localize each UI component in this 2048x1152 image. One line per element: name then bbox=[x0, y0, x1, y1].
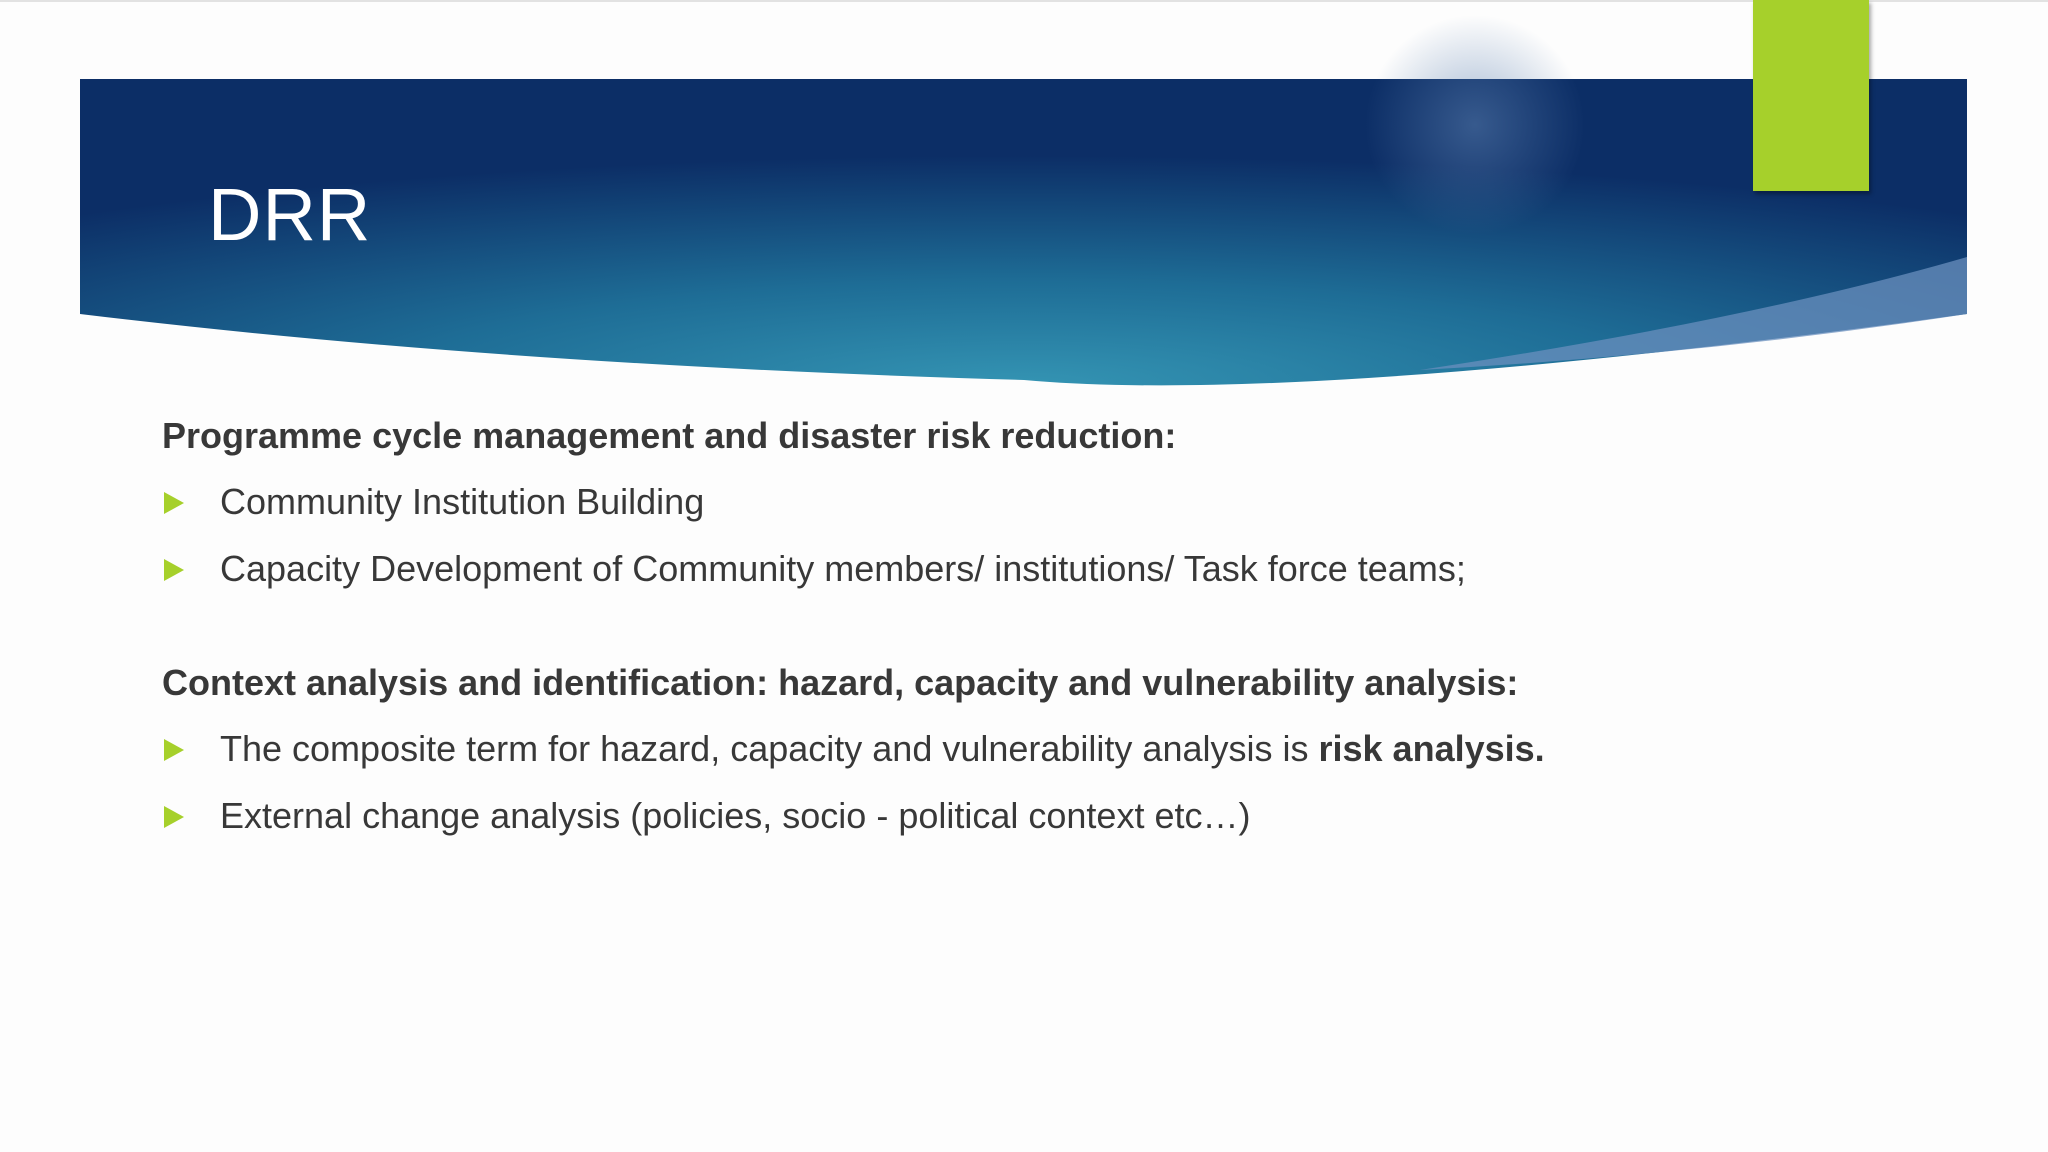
section-heading: Programme cycle management and disaster risk reduction: bbox=[162, 415, 1177, 456]
bullet-item bbox=[162, 547, 1962, 591]
banner-glow bbox=[1365, 15, 1585, 235]
bullet-text: Community Institution Building bbox=[220, 481, 705, 522]
bullet-text: External change analysis (policies, socio - political context etc…) bbox=[220, 795, 1251, 836]
accent-tab bbox=[1753, 0, 1869, 191]
bullet-item bbox=[162, 727, 1962, 771]
bullet-arrow-icon bbox=[164, 492, 184, 514]
bullet-item bbox=[162, 480, 1962, 524]
section-heading: Context analysis and identification: hazard, capacity and vulnerability analysis: bbox=[162, 662, 1519, 703]
bullet-list bbox=[162, 480, 1962, 591]
bullet-arrow-icon bbox=[164, 559, 184, 581]
slide-body bbox=[162, 414, 1962, 838]
bullet-item bbox=[162, 794, 1962, 838]
bullet-bold-text: risk analysis. bbox=[1318, 728, 1545, 769]
bullet-arrow-icon bbox=[164, 739, 184, 761]
bullet-text: Capacity Development of Community members/ institutions/ Task force teams; bbox=[220, 548, 1466, 589]
slide-title: DRR bbox=[208, 173, 372, 256]
section-spacer bbox=[162, 591, 1962, 661]
bullet-text: The composite term for hazard, capacity and vulnerability analysis is bbox=[220, 728, 1319, 769]
bullet-arrow-icon bbox=[164, 806, 184, 828]
bullet-list bbox=[162, 727, 1962, 838]
